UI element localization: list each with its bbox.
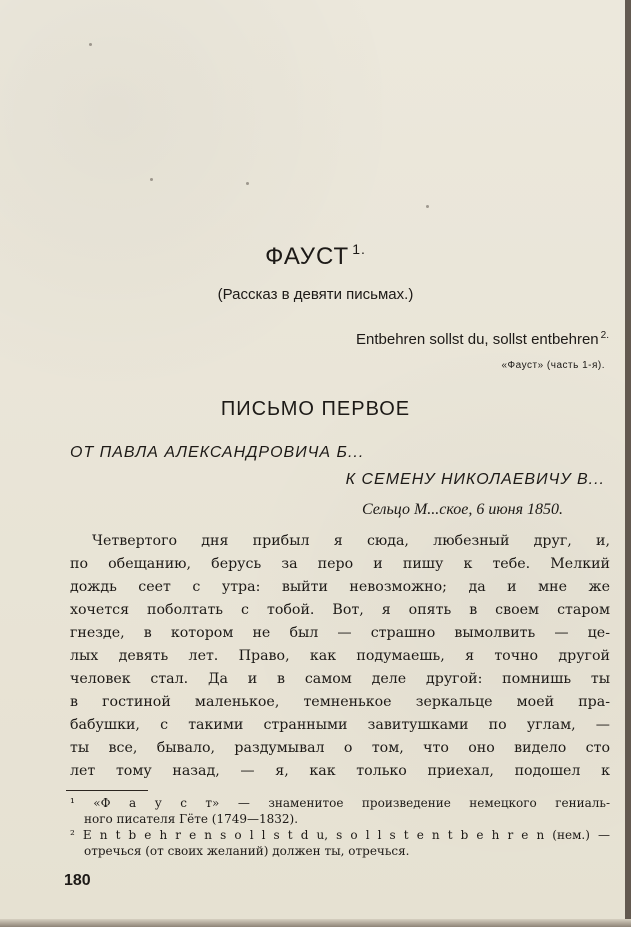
paper-speck [89,43,92,46]
body-line: гнезде, в котором не был — страшно вымолвить — це- [70,625,610,641]
footnote-line: ного писателя Гёте (1749—1832). [84,812,299,826]
epigraph-text: Entbehren sollst du, sollst entbehren [356,331,599,348]
body-line: лых девять лет. Право, как подумаешь, я точно другой [70,648,610,664]
footnote-divider [66,790,148,791]
epigraph-footnote-mark: 2. [600,330,609,341]
story-subtitle: (Рассказ в девяти письмах.) [217,286,414,303]
body-line: Четвертого дня прибыл я сюда, любезный друг, и, [92,533,610,549]
body-line: лет тому назад, — я, как только приехал, подошел к [70,763,610,779]
letter-heading: ПИСЬМО ПЕРВОЕ [220,398,411,420]
epigraph [356,331,609,348]
page-edge-shadow [625,0,631,927]
body-line: хочется поболтать с тобой. Вот, я опять в своем старом [70,602,610,618]
page-bottom-edge [0,919,631,927]
body-line: дождь сеет с утра: выйти невозможно; да и мне же [70,579,610,595]
body-line: бабушки, с такими странными завитушками по углам, — [70,717,610,733]
letter-place-date: Сельцо М...ское, 6 июня 1850. [362,501,563,518]
letter-from-line: ОТ ПАВЛА АЛЕКСАНДРОВИЧА Б... [70,444,365,461]
footnote-line: ² E n t b e h r e n s o l l s t d u, s o l l s t e n t b e h r e n (нем.) — [70,828,610,842]
footnotes [70,795,610,859]
body-line: в гостиной маленькое, темненькое зеркальце моей пра- [70,694,610,710]
story-title [0,243,631,271]
paper-speck [426,205,429,208]
footnote-line: ¹ «Ф а у с т» — знаменитое произведение немецкого гениаль- [70,796,610,810]
paper-speck [246,182,249,185]
page-number: 180 [64,872,91,889]
story-title-text: ФАУСТ [265,243,350,270]
footnote-line: отречься (от своих желаний) должен ты, отречься. [84,844,410,858]
paper-speck [150,178,153,181]
epigraph-source: «Фауст» (часть 1-я). [501,360,605,371]
body-line: человек стал. Да и в самом деле другой: помнишь ты [70,671,610,687]
letter-to-line: К СЕМЕНУ НИКОЛАЕВИЧУ В... [345,471,605,488]
body-line: ты все, бывало, раздумывал о том, что оно видело сто [70,740,610,756]
body-line: по обещанию, берусь за перо и пишу к тебе. Мелкий [70,556,610,572]
letter-body [70,530,610,783]
title-footnote-mark: 1. [352,241,366,257]
